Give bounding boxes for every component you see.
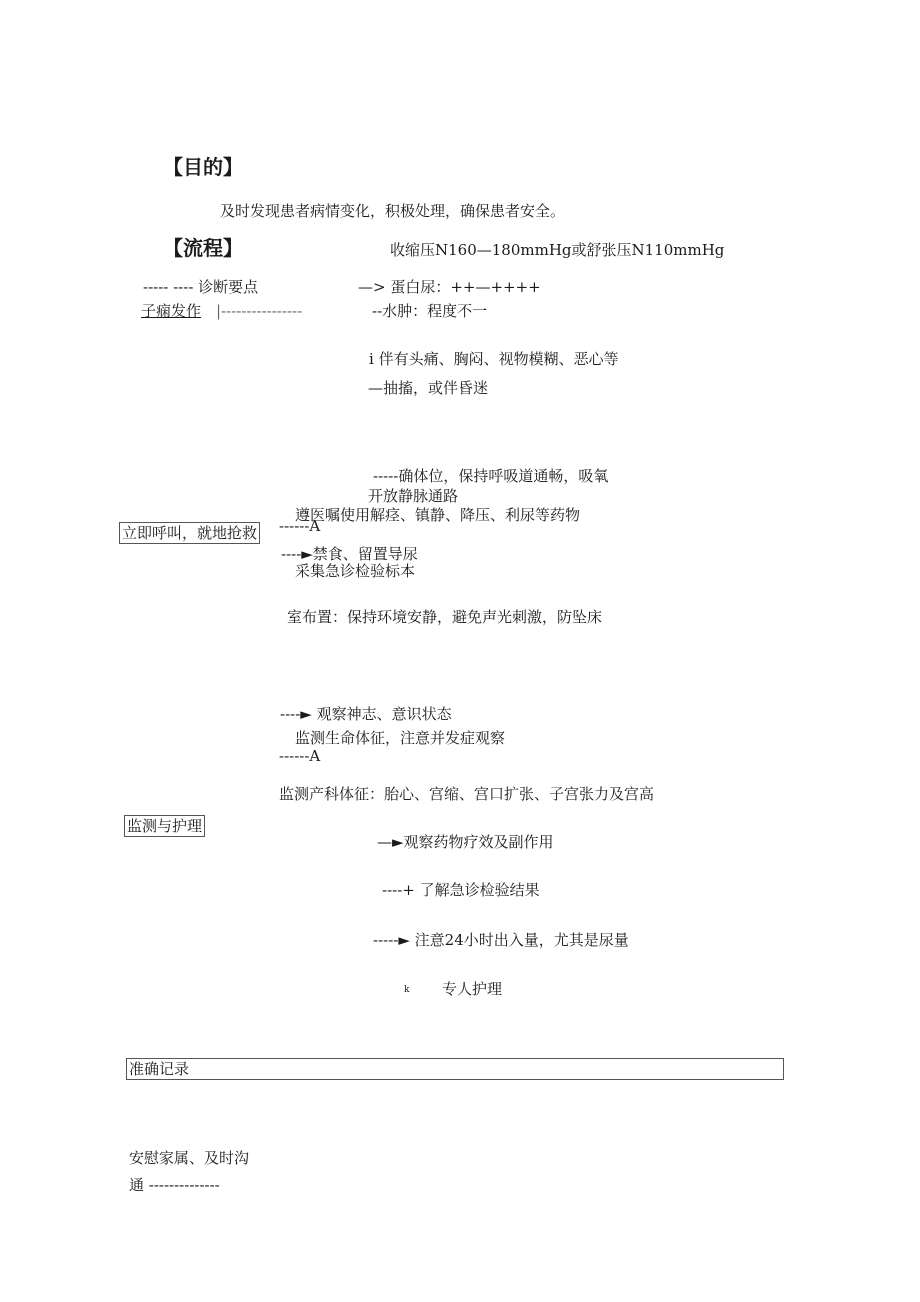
rescue-arrow-a: ------A: [279, 517, 321, 535]
purpose-text: 及时发现患者病情变化，积极处理，确保患者安全。: [220, 202, 566, 220]
heading-purpose: 【目的】: [163, 155, 243, 179]
monitor-vitals: 监测生命体征，注意并发症观察: [295, 729, 506, 747]
diagnosis-symptoms: i 伴有头痛、胸闷、视物模糊、恶心等: [369, 350, 619, 368]
rescue-drugs: 遵医嘱使用解痉、镇静、降压、利尿等药物: [295, 506, 581, 524]
node-record: 准确记录: [129, 1060, 190, 1078]
node-eclampsia: 子痫发作: [141, 302, 202, 320]
comfort-line-1: 安慰家属、及时沟: [129, 1149, 250, 1167]
heading-process: 【流程】: [163, 236, 243, 260]
node-rescue: 立即呼叫，就地抢救: [119, 522, 260, 544]
monitor-obstetric: 监测产科体征：胎心、宫缩、宫口扩张、子宫张力及宫高: [279, 785, 655, 803]
rescue-position: -----确体位，保持呼吸道通畅，吸氧: [373, 467, 609, 485]
diagnosis-edema: --水肿：程度不一: [372, 302, 488, 320]
monitor-consciousness: ----► 观察神志、意识状态: [280, 705, 452, 723]
rescue-room: 室布置：保持环境安静，避免声光刺激，防坠床: [287, 608, 603, 626]
rescue-fasting: ----►禁食、留置导尿: [281, 545, 418, 563]
diagnosis-protein: —> 蛋白尿：++—++++: [358, 278, 541, 296]
monitor-lab-results: ----+ 了解急诊检验结果: [382, 881, 540, 899]
diagnosis-convulsion: —抽搐，或伴昏迷: [368, 379, 489, 397]
monitor-k-mark: k: [404, 985, 410, 995]
record-box: [126, 1058, 784, 1080]
diagnosis-label: ----- ---- 诊断要点: [143, 278, 259, 296]
node-monitor: 监测与护理: [124, 815, 205, 837]
monitor-special-care: 专人护理: [442, 980, 503, 998]
rescue-specimen: 采集急诊检验标本: [295, 562, 416, 580]
bp-criterion: 收缩压N160—180mmHg或舒张压N110mmHg: [390, 241, 725, 259]
comfort-line-2: 通 --------------: [129, 1176, 220, 1194]
monitor-arrow-a: ------A: [279, 747, 321, 765]
rescue-iv: 开放静脉通路: [368, 487, 459, 505]
monitor-intake-output: -----► 注意24小时出入量，尤其是尿量: [373, 931, 629, 949]
monitor-drug-effect: —►观察药物疗效及副作用: [377, 833, 554, 851]
connector-eclampsia: |----------------: [216, 302, 303, 320]
